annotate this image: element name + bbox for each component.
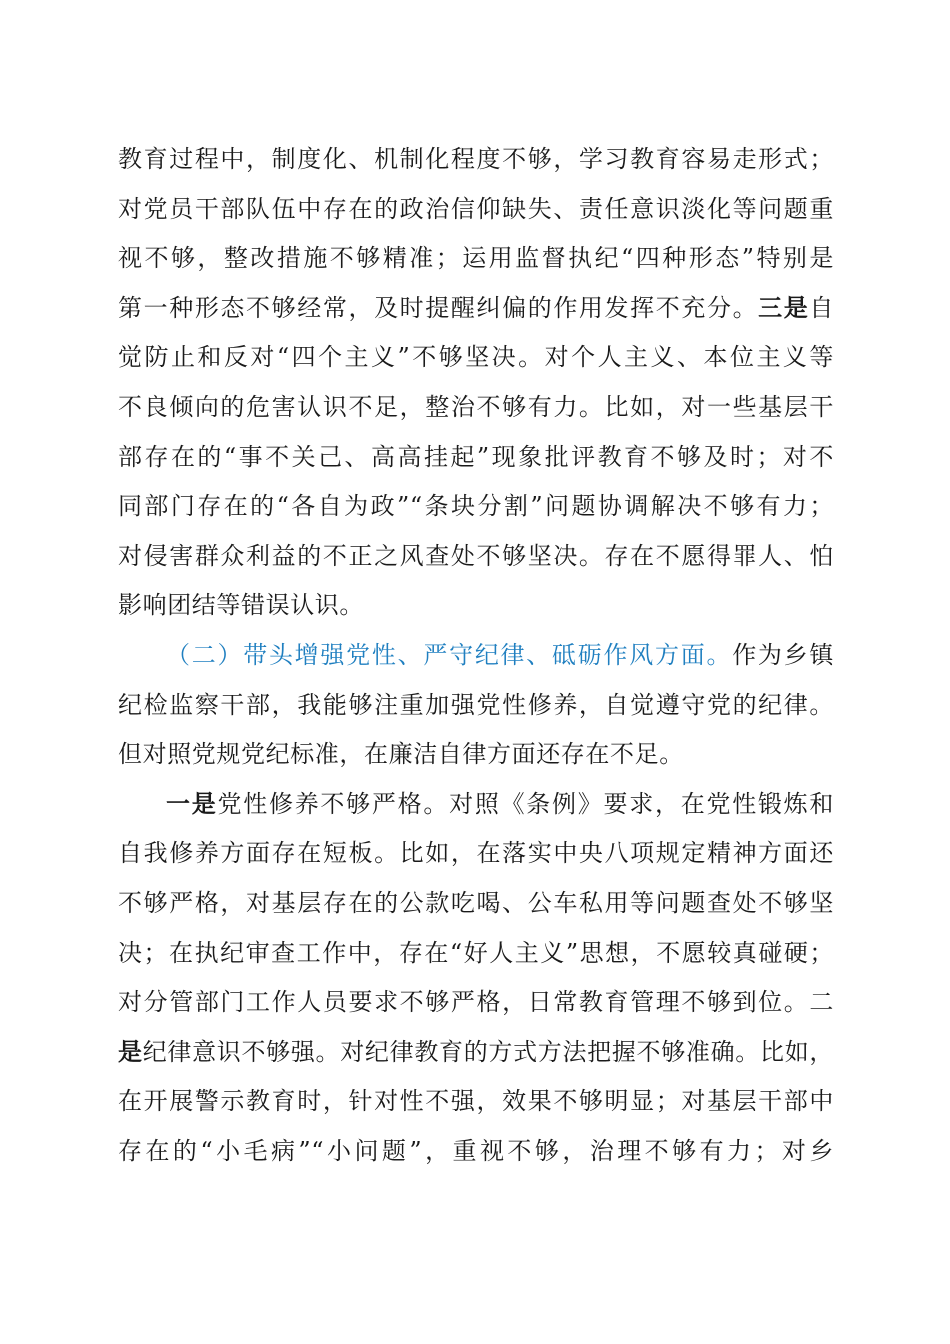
text-span: 视不够，整改措施不够精准；运用监督执纪“四种形态”特别是 [118,244,834,273]
text-span: 纪检监察干部，我能够注重加强党性修养，自觉遵守党的纪律。 [118,690,834,719]
text-span: 部存在的“事不关己、高高挂起”现象批评教育不够及时；对不 [118,442,834,471]
text-line [118,580,834,630]
text-span: 自我修养方面存在短板。比如，在落实中央八项规定精神方面还 [118,839,834,868]
text-span: 同部门存在的“各自为政”“条块分割”问题协调解决不够有力； [118,492,834,521]
bold-keyword: 是 [118,1036,143,1066]
text-line [118,134,834,184]
text-span: 影响团结等错误认识。 [118,591,364,620]
bold-keyword: 一是 [166,788,218,818]
text-line [118,283,834,333]
bold-keyword: 三是 [758,292,810,322]
text-span: 教育过程中，制度化、机制化程度不够，学习教育容易走形式； [118,145,834,173]
text-span: 对分管部门工作人员要求不够严格，日常教育管理不够到位。二 [118,988,834,1017]
text-span: 在开展警示教育时，针对性不强，效果不够明显；对基层干部中 [118,1087,834,1116]
text-line [118,977,834,1027]
text-line [118,680,834,730]
text-line [166,630,834,680]
text-span: 对党员干部队伍中存在的政治信仰缺失、责任意识淡化等问题重 [118,194,834,223]
text-line [118,184,834,234]
text-span: 但对照党规党纪标准，在廉洁自律方面还存在不足。 [118,740,684,769]
text-span: 作为乡镇 [732,641,834,669]
text-span: 党性修养不够严格。对照《条例》要求，在党性锻炼和 [217,789,835,818]
text-line [118,729,834,779]
text-span: 对侵害群众利益的不正之风查处不够坚决。存在不愿得罪人、怕 [118,541,834,570]
text-span: 不良倾向的危害认识不足，整治不够有力。比如，对一些基层干 [118,393,834,421]
text-line [118,928,834,978]
text-line [118,233,834,283]
text-span: 决；在执纪审查工作中，存在“好人主义”思想，不愿较真碰硬； [118,938,834,967]
text-span: 不够严格，对基层存在的公款吃喝、公车私用等问题查处不够坚 [118,889,834,917]
text-span: 纪律意识不够强。对纪律教育的方式方法把握不够准确。比如， [142,1037,834,1066]
text-span: 第一种形态不够经常，及时提醒纠偏的作用发挥不充分。 [118,293,759,322]
text-line [118,1126,834,1176]
text-span: 存在的“小毛病”“小问题”，重视不够，治理不够有力；对乡 [118,1137,834,1165]
text-line [118,382,834,432]
text-line [118,481,834,531]
text-line [118,531,834,581]
text-span: 自 [809,293,834,322]
text-line [118,1027,834,1077]
text-span: 觉防止和反对“四个主义”不够坚决。对个人主义、本位主义等 [118,343,834,372]
text-line [118,332,834,382]
section-heading: （二）带头增强党性、严守纪律、砥砺作风方面。 [166,641,733,669]
text-line [118,1076,834,1126]
text-line [118,432,834,482]
text-line [118,878,834,928]
text-line [118,828,834,878]
text-line [166,779,834,829]
